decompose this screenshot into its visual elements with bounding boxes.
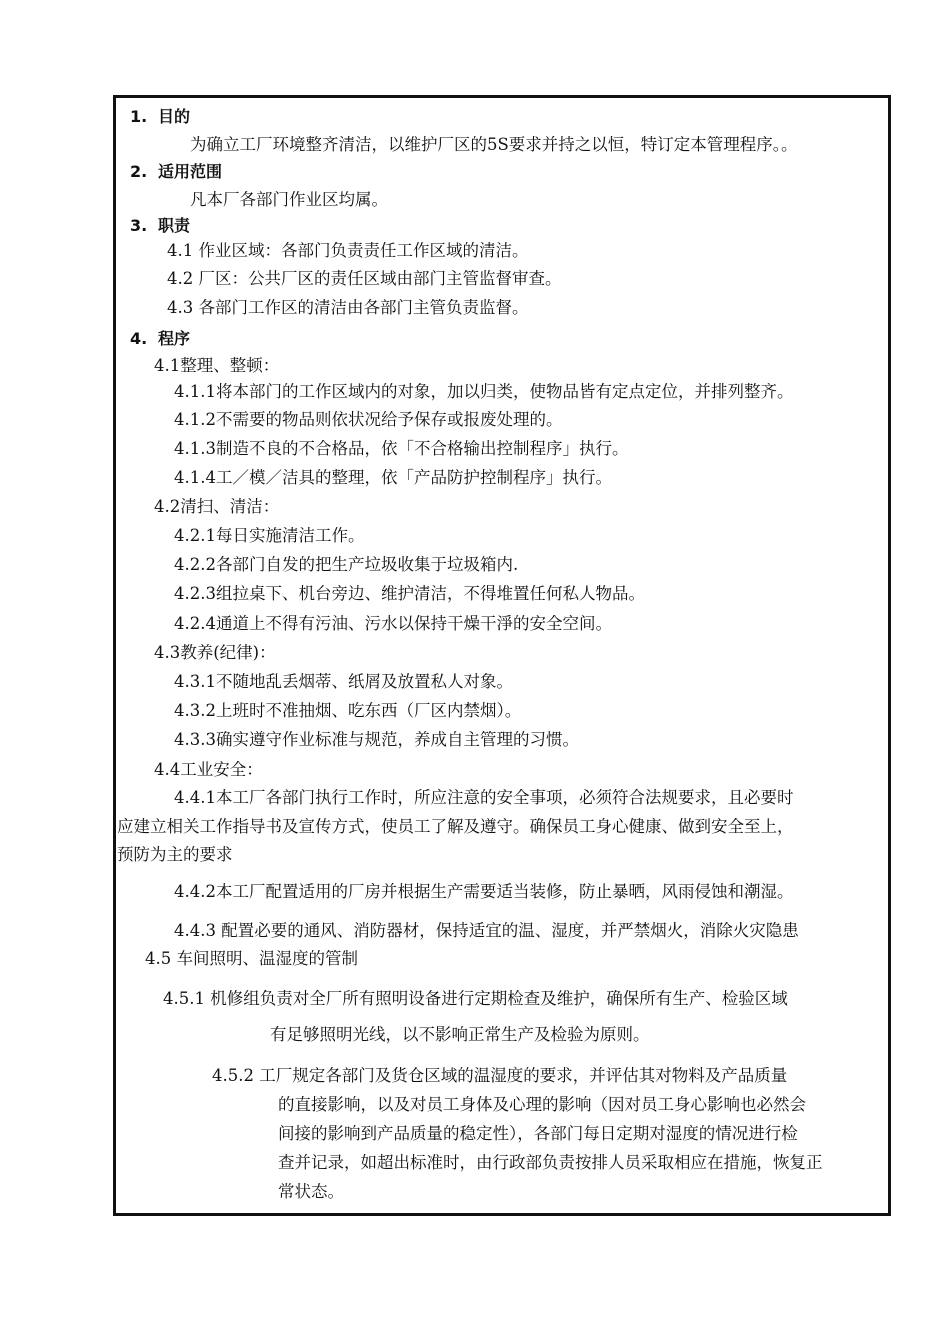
section-title: 适用范围 bbox=[158, 162, 223, 181]
procedure-item: 4.1.2不需要的物品则依状况给予保存或报废处理的。 bbox=[174, 410, 563, 429]
procedure-item: 4.1.3制造不良的不合格品，依「不合格输出控制程序」执行。 bbox=[174, 439, 629, 458]
procedure-item: 4.2.1每日实施清洁工作。 bbox=[174, 526, 365, 545]
subsection-4-1-title: 4.1整理、整顿： bbox=[154, 356, 280, 375]
procedure-item-continuation: 间接的影响到产品质量的稳定性），各部门每日定期对湿度的情况进行检 bbox=[278, 1124, 798, 1143]
section-2-heading bbox=[130, 162, 222, 182]
section-number: 2. bbox=[130, 162, 148, 181]
section-title: 职责 bbox=[158, 216, 191, 235]
section-4-heading bbox=[130, 329, 190, 349]
section-number: 4. bbox=[130, 329, 148, 348]
subsection-4-2-title: 4.2清扫、清洁： bbox=[154, 497, 280, 516]
procedure-item: 4.2.2各部门自发的把生产垃圾收集于垃圾箱内. bbox=[174, 555, 519, 574]
responsibility-item: 4.3 各部门工作区的清洁由各部门主管负责监督。 bbox=[167, 298, 529, 317]
section-1-heading bbox=[130, 107, 190, 127]
procedure-item: 4.5.2 工厂规定各部门及货仓区域的温湿度的要求，并评估其对物料及产品质量 bbox=[212, 1066, 788, 1085]
procedure-item-continuation: 的直接影响，以及对员工身体及心理的影响（因对员工身心影响也必然会 bbox=[278, 1095, 806, 1114]
section-1-text: 为确立工厂环境整齐清洁，以维护厂区的5S要求并持之以恒，特订定本管理程序。。 bbox=[190, 135, 798, 154]
procedure-item: 4.4.3 配置必要的通风、消防器材，保持适宜的温、湿度，并严禁烟火，消除火灾隐患 bbox=[174, 921, 799, 940]
procedure-item: 4.3.2上班时不准抽烟、吃东西（厂区内禁烟）。 bbox=[174, 701, 522, 720]
procedure-item-continuation: 查并记录，如超出标准时，由行政部负责按排人员采取相应在措施，恢复正 bbox=[278, 1153, 823, 1172]
section-title: 程序 bbox=[158, 329, 191, 348]
procedure-item: 4.2.4通道上不得有污油、污水以保持干燥干淨的安全空间。 bbox=[174, 614, 612, 633]
section-2-text: 凡本厂各部门作业区均属。 bbox=[190, 190, 388, 209]
responsibility-item: 4.1 作业区域：各部门负责责任工作区域的清洁。 bbox=[167, 241, 529, 260]
subsection-4-3-title: 4.3教养(纪律)： bbox=[154, 643, 276, 662]
procedure-item: 4.1.4工／模／洁具的整理，依「产品防护控制程序」执行。 bbox=[174, 468, 612, 487]
subsection-4-4-title: 4.4工业安全： bbox=[154, 760, 263, 779]
procedure-item: 4.3.3确实遵守作业标准与规范，养成自主管理的习惯。 bbox=[174, 730, 579, 749]
procedure-item-continuation: 常状态。 bbox=[278, 1182, 344, 1201]
procedure-item: 4.4.1本工厂各部门执行工作时，所应注意的安全事项，必须符合法规要求，且必要时 bbox=[174, 788, 794, 807]
section-number: 3. bbox=[130, 216, 148, 235]
responsibility-item: 4.2 厂区：公共厂区的责任区域由部门主管监督审查。 bbox=[167, 269, 562, 288]
procedure-item: 4.5.1 机修组负责对全厂所有照明设备进行定期检查及维护，确保所有生产、检验区域 bbox=[163, 989, 788, 1008]
section-number: 1. bbox=[130, 107, 148, 126]
procedure-item-continuation: 有足够照明光线，以不影响正常生产及检验为原则。 bbox=[270, 1025, 650, 1044]
procedure-item: 4.1.1将本部门的工作区域内的对象，加以归类，使物品皆有定点定位，并排列整齐。 bbox=[174, 382, 794, 401]
section-3-heading bbox=[130, 216, 190, 236]
procedure-item-continuation: 预防为主的要求 bbox=[117, 845, 233, 864]
procedure-item: 4.4.2本工厂配置适用的厂房并根据生产需要适当装修，防止暴晒，风雨侵蚀和潮湿。 bbox=[174, 882, 794, 901]
section-title: 目的 bbox=[158, 107, 191, 126]
procedure-item: 4.3.1不随地乱丢烟蒂、纸屑及放置私人对象。 bbox=[174, 672, 513, 691]
procedure-item-continuation: 应建立相关工作指导书及宣传方式，使员工了解及遵守。确保员工身心健康、做到安全至上， bbox=[117, 817, 794, 836]
subsection-4-5-title: 4.5 车间照明、温湿度的管制 bbox=[145, 949, 358, 968]
procedure-item: 4.2.3组拉桌下、机台旁边、维护清洁，不得堆置任何私人物品。 bbox=[174, 584, 645, 603]
